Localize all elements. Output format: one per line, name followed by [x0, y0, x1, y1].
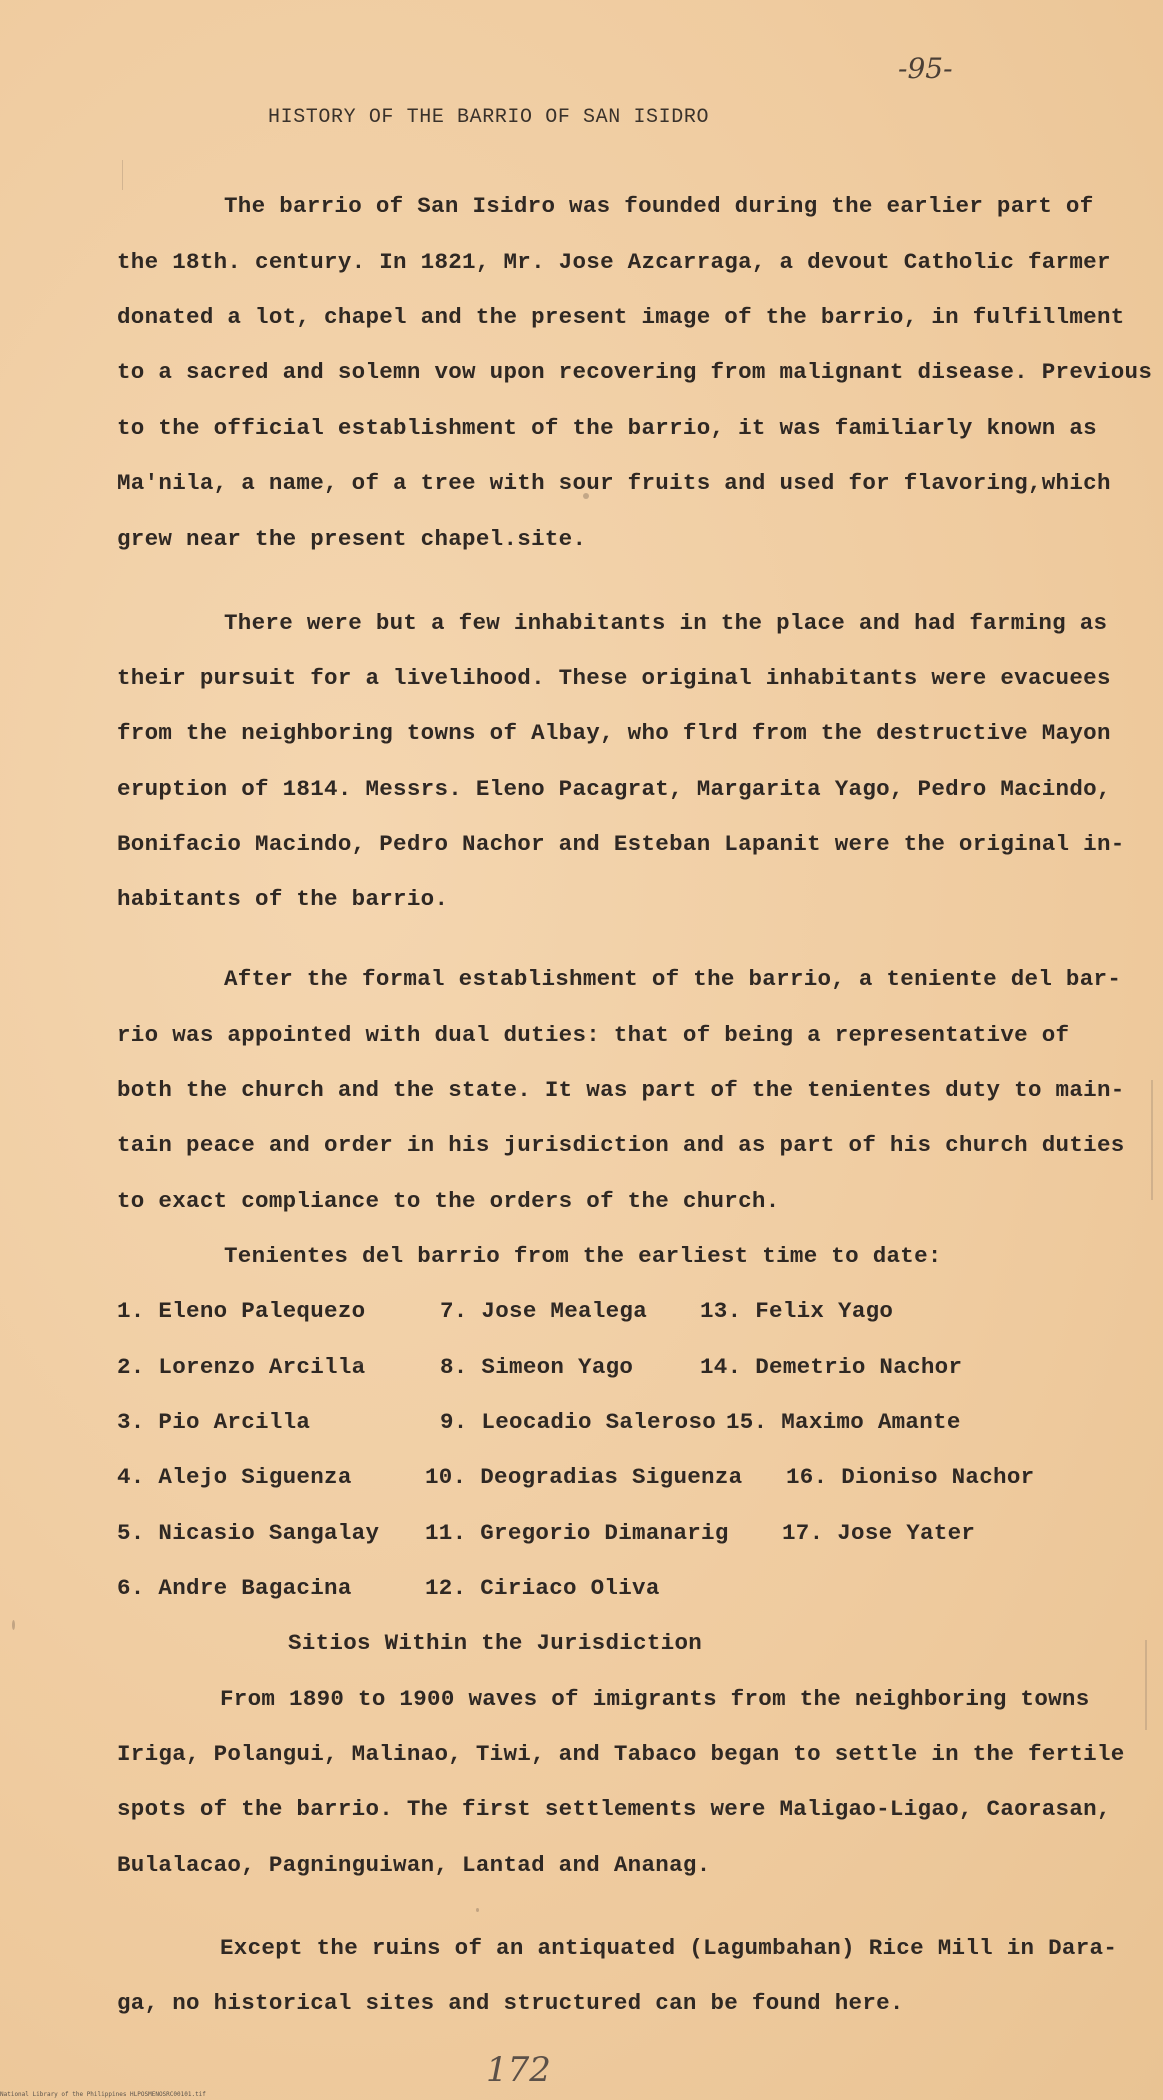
teniente-entry: 6. Andre Bagacina	[117, 1575, 352, 1601]
teniente-entry: 11. Gregorio Dimanarig	[425, 1520, 729, 1546]
paragraph3-line: both the church and the state. It was part of the tenientes duty to main-	[117, 1077, 1125, 1103]
paragraph5-line: Except the ruins of an antiquated (Lagumbahan) Rice Mill in Dara-	[220, 1935, 1118, 1961]
paragraph1-line: grew near the present chapel.site.	[117, 526, 587, 552]
teniente-entry: 4. Alejo Siguenza	[117, 1464, 352, 1490]
paper-edge-mark	[122, 160, 123, 190]
teniente-entry: 15. Maximo Amante	[726, 1409, 961, 1435]
teniente-entry: 8. Simeon Yago	[440, 1354, 634, 1380]
tenientes-heading: Tenientes del barrio from the earliest time to date:	[224, 1243, 942, 1269]
paragraph2-line: There were but a few inhabitants in the place and had farming as	[224, 610, 1108, 636]
paragraph3-line: After the formal establishment of the barrio, a teniente del bar-	[224, 966, 1122, 992]
page-title: HISTORY OF THE BARRIO OF SAN ISIDRO	[268, 106, 710, 129]
paragraph4-line: Iriga, Polangui, Malinao, Tiwi, and Tabaco began to settle in the fertile	[117, 1741, 1125, 1767]
teniente-entry: 17. Jose Yater	[782, 1520, 976, 1546]
paragraph1-line: to the official establishment of the barrio, it was familiarly known as	[117, 415, 1097, 441]
paragraph3-line: tain peace and order in his jurisdiction and as part of his church duties	[117, 1132, 1125, 1158]
paragraph2-line: habitants of the barrio.	[117, 886, 449, 912]
paragraph5-line: ga, no historical sites and structured can be found here.	[117, 1990, 904, 2016]
paper-edge-mark	[1151, 1080, 1153, 1200]
paragraph4-line: Bulalacao, Pagninguiwan, Lantad and Ananag.	[117, 1852, 711, 1878]
paragraph3-line: rio was appointed with dual duties: that of being a representative of	[117, 1022, 1070, 1048]
paragraph4-line: spots of the barrio. The first settlements were Maligao-Ligao, Caorasan,	[117, 1796, 1111, 1822]
archive-footer: National Library of the Philippines HLPOSMENOSRC00101.tif	[0, 2091, 206, 2098]
ink-speck	[476, 1908, 479, 1912]
handwritten-number: 172	[486, 2050, 551, 2090]
paragraph2-line: Bonifacio Macindo, Pedro Nachor and Esteban Lapanit were the original in-	[117, 831, 1125, 857]
paragraph1-line: donated a lot, chapel and the present image of the barrio, in fulfillment	[117, 304, 1125, 330]
teniente-entry: 7. Jose Mealega	[440, 1298, 648, 1324]
teniente-entry: 13. Felix Yago	[700, 1298, 894, 1324]
paragraph2-line: eruption of 1814. Messrs. Eleno Pacagrat, Margarita Yago, Pedro Macindo,	[117, 776, 1111, 802]
paragraph2-line: their pursuit for a livelihood. These original inhabitants were evacuees	[117, 665, 1111, 691]
teniente-entry: 2. Lorenzo Arcilla	[117, 1354, 366, 1380]
paragraph2-line: from the neighboring towns of Albay, who flrd from the destructive Mayon	[117, 720, 1111, 746]
teniente-entry: 14. Demetrio Nachor	[700, 1354, 963, 1380]
paragraph1-line: The barrio of San Isidro was founded during the earlier part of	[224, 193, 1094, 219]
sitios-heading: Sitios Within the Jurisdiction	[288, 1630, 703, 1656]
page-number: -95-	[898, 52, 953, 85]
teniente-entry: 12. Ciriaco Oliva	[425, 1575, 660, 1601]
ink-speck	[355, 1362, 363, 1365]
paragraph1-line: the 18th. century. In 1821, Mr. Jose Azcarraga, a devout Catholic farmer	[117, 249, 1111, 275]
teniente-entry: 1. Eleno Palequezo	[117, 1298, 366, 1324]
paragraph3-line: to exact compliance to the orders of the church.	[117, 1188, 780, 1214]
teniente-entry: 3. Pio Arcilla	[117, 1409, 311, 1435]
ink-speck	[583, 493, 589, 499]
paragraph4-line: From 1890 to 1900 waves of imigrants from the neighboring towns	[220, 1686, 1090, 1712]
paragraph1-line: to a sacred and solemn vow upon recovering from malignant disease. Previous	[117, 359, 1153, 385]
paper-edge-mark	[1145, 1640, 1147, 1730]
teniente-entry: 10. Deogradias Siguenza	[425, 1464, 743, 1490]
paragraph1-line: Ma'nila, a name, of a tree with sour fruits and used for flavoring,which	[117, 470, 1111, 496]
ink-speck	[12, 1620, 15, 1630]
teniente-entry: 5. Nicasio Sangalay	[117, 1520, 380, 1546]
teniente-entry: 16. Dioniso Nachor	[786, 1464, 1035, 1490]
teniente-entry: 9. Leocadio Saleroso	[440, 1409, 717, 1435]
